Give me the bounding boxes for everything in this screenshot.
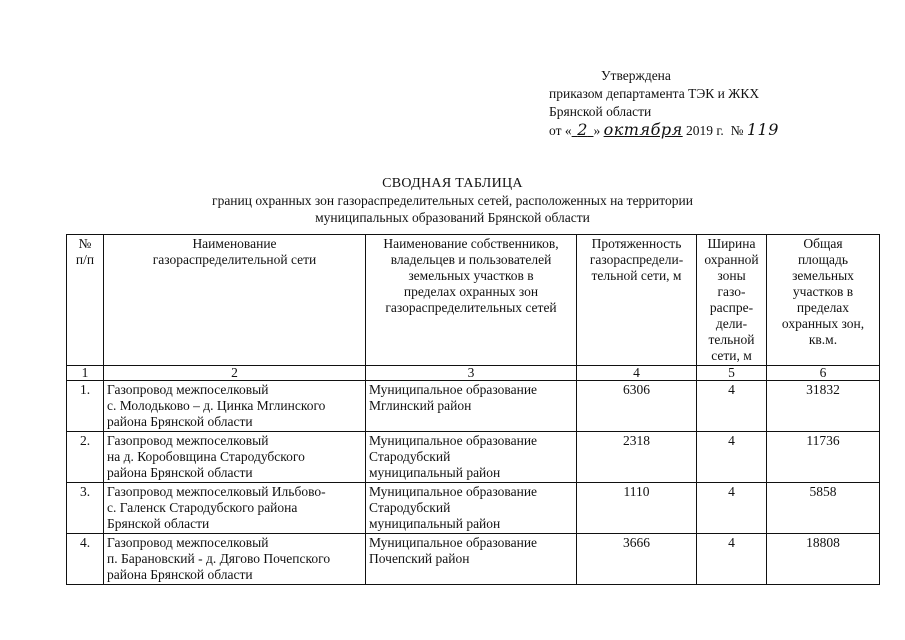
- date-day-handwritten: 2: [577, 120, 588, 139]
- table-row: [67, 381, 880, 432]
- total-area: 5858: [767, 483, 880, 534]
- network-name: Газопровод межпоселковый Ильбово- с. Галенск Стародубского района Брянской области: [104, 483, 366, 534]
- zone-width: 4: [697, 534, 767, 585]
- header-length: Протяженность газораспредели- тельной сети, м: [577, 235, 697, 366]
- order-number-handwritten: 119: [746, 120, 779, 139]
- network-name: Газопровод межпоселковый п. Барановский - д. Дягово Почепского района Брянской области: [104, 534, 366, 585]
- column-number: 6: [767, 366, 880, 381]
- owner-name: Муниципальное образование Стародубский муниципальный район: [366, 483, 577, 534]
- order-number-label: №: [730, 123, 744, 138]
- document-title: [0, 175, 905, 226]
- column-number: 3: [366, 366, 577, 381]
- column-number: 5: [697, 366, 767, 381]
- title-heading: СВОДНАЯ ТАБЛИЦА: [382, 176, 523, 191]
- table-body: [67, 381, 880, 585]
- header-zone-width: Ширина охранной зоны газо- распре- дели- тельной сети, м: [697, 235, 767, 366]
- zone-width: 4: [697, 432, 767, 483]
- header-total-area: Общая площадь земельных участков в пределах охранных зон, кв.м.: [767, 235, 880, 366]
- header-number: № п/п: [67, 235, 104, 366]
- date-year: 2019 г.: [686, 123, 724, 138]
- header-network-name: Наименование газораспределительной сети: [104, 235, 366, 366]
- table-row: [67, 483, 880, 534]
- title-subtitle-line1: границ охранных зон газораспределительных сетей, расположенных на территории: [212, 193, 693, 208]
- date-month-handwritten: октября: [603, 120, 683, 139]
- table-row: [67, 534, 880, 585]
- owner-name: Муниципальное образование Стародубский муниципальный район: [366, 432, 577, 483]
- zone-width: 4: [697, 483, 767, 534]
- column-number: 1: [67, 366, 104, 381]
- summary-table: [66, 234, 880, 585]
- header-owners: Наименование собственников, владельцев и пользователей земельных участков в пределах охранных зон газораспределительных сетей: [366, 235, 577, 366]
- total-area: 31832: [767, 381, 880, 432]
- owner-name: Муниципальное образование Мглинский район: [366, 381, 577, 432]
- column-number: 4: [577, 366, 697, 381]
- row-number: 2.: [67, 432, 104, 483]
- network-length: 2318: [577, 432, 697, 483]
- total-area: 18808: [767, 534, 880, 585]
- date-prefix: от «: [549, 123, 572, 138]
- title-subtitle-line2: муниципальных образований Брянской области: [315, 210, 590, 225]
- row-number: 3.: [67, 483, 104, 534]
- network-name: Газопровод межпоселковый на д. Коробовщина Стародубского района Брянской области: [104, 432, 366, 483]
- column-number: 2: [104, 366, 366, 381]
- table-row: [67, 432, 880, 483]
- zone-width: 4: [697, 381, 767, 432]
- total-area: 11736: [767, 432, 880, 483]
- network-length: 3666: [577, 534, 697, 585]
- network-length: 1110: [577, 483, 697, 534]
- approval-title: Утверждена: [601, 68, 671, 83]
- table-header-row: [67, 235, 880, 366]
- network-name: Газопровод межпоселковый с. Молодьково – д. Цинка Мглинского района Брянской области: [104, 381, 366, 432]
- approval-region-line: Брянской области: [549, 104, 652, 119]
- network-length: 6306: [577, 381, 697, 432]
- approval-stamp: [549, 67, 779, 140]
- row-number: 1.: [67, 381, 104, 432]
- column-number-row: [67, 366, 880, 381]
- approval-order-line: приказом департамента ТЭК и ЖКХ: [549, 86, 760, 101]
- approval-date-line: [549, 121, 779, 140]
- date-separator: »: [593, 123, 601, 138]
- row-number: 4.: [67, 534, 104, 585]
- owner-name: Муниципальное образование Почепский район: [366, 534, 577, 585]
